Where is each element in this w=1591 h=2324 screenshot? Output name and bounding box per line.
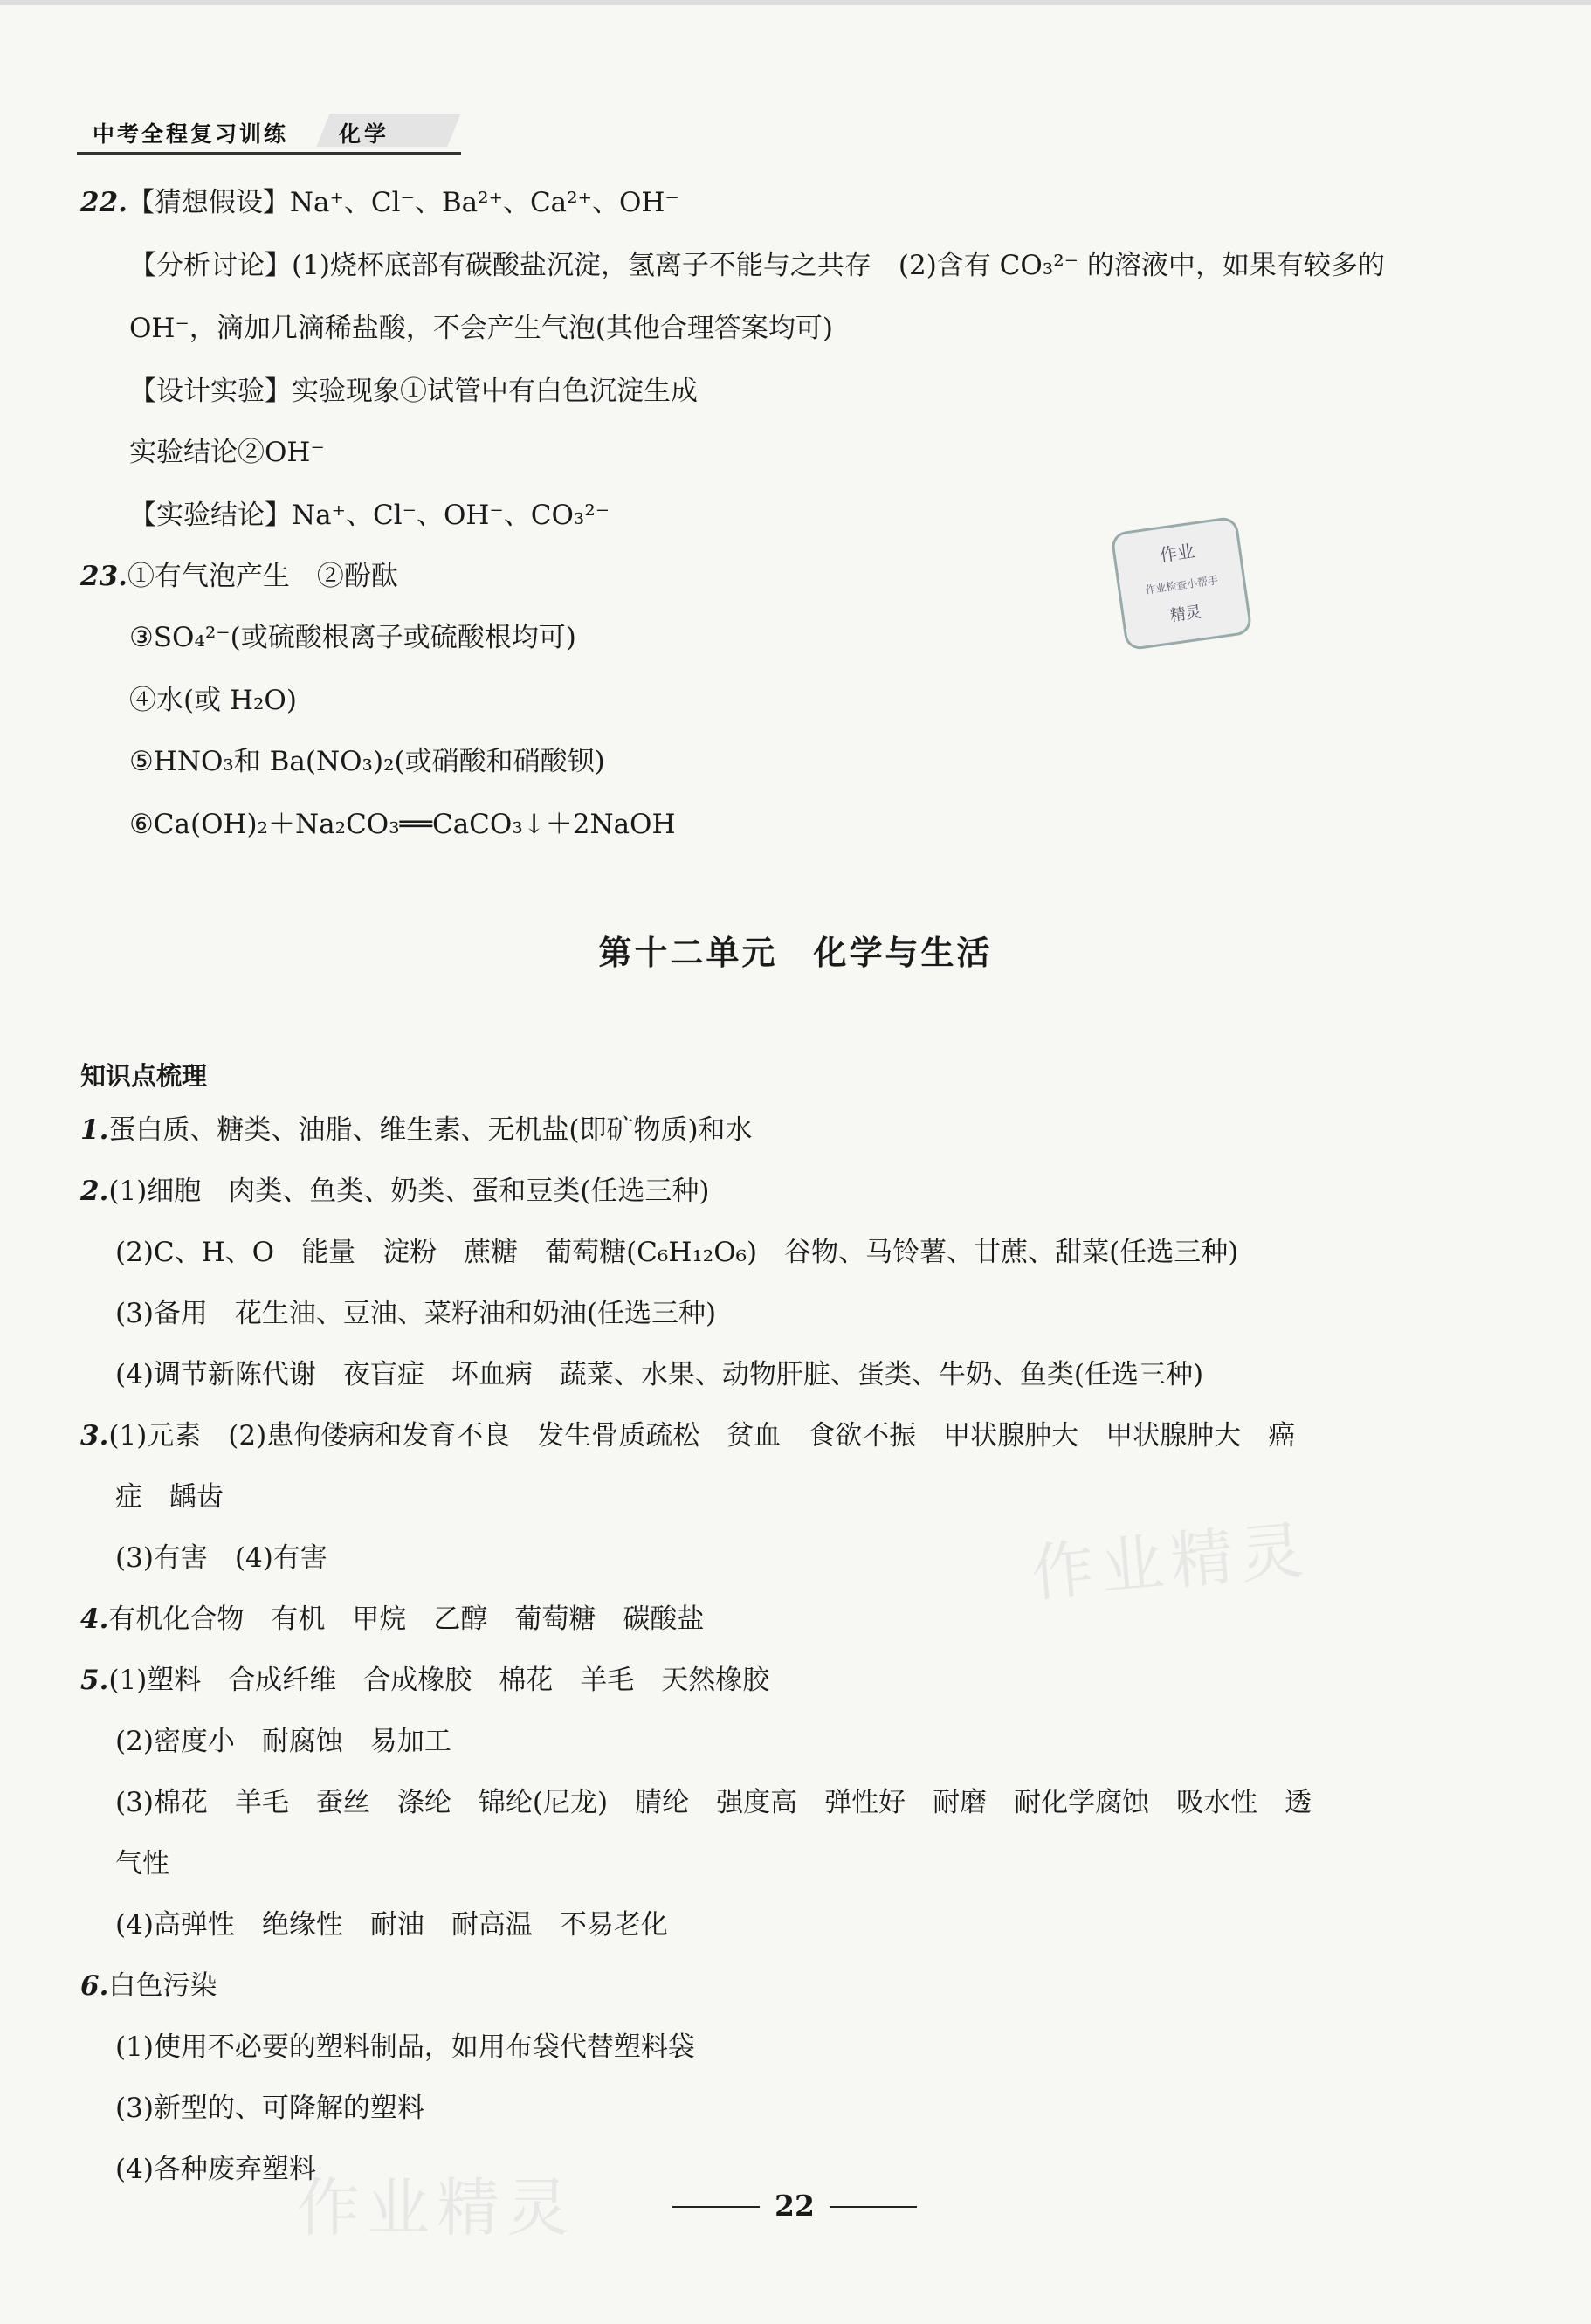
q22-line-1: [80, 185, 679, 220]
q23-line-4: ⑤HNO₃和 Ba(NO₃)₂(或硝酸和硝酸钡): [129, 746, 605, 777]
item-5-number: 5.: [80, 1665, 109, 1696]
item-2-number: 2.: [80, 1176, 109, 1207]
stamp-top-text: 作业: [1158, 540, 1196, 567]
item-6-line-2: (1)使用不必要的塑料制品，如用布袋代替塑料袋: [115, 2031, 695, 2063]
item-5-line-5: (4)高弹性 绝缘性 耐油 耐高温 不易老化: [115, 1909, 668, 1941]
q23-line-3: ④水(或 H₂O): [129, 685, 297, 716]
q22-line-2: 【分析讨论】(1)烧杯底部有碳酸盐沉淀，氢离子不能与之共存 (2)含有 CO₃²⁻ 的溶液中，如果有较多的: [129, 250, 1385, 281]
q22-line-5: 实验结论②OH⁻: [129, 437, 325, 468]
footer-ornament-right: [830, 2206, 917, 2208]
q22-line-4: 【设计实验】实验现象①试管中有白色沉淀生成: [129, 376, 698, 407]
item-6-line-1: [80, 1969, 217, 2003]
watermark-2: 作业精灵: [297, 2171, 577, 2245]
item-1: [80, 1113, 753, 1148]
item-3-line-2: 症 龋齿: [115, 1481, 224, 1513]
subject-label: 化学: [339, 121, 390, 147]
item-5-line-3: (3)棉花 羊毛 蚕丝 涤纶 锦纶(尼龙) 腈纶 强度高 弹性好 耐磨 耐化学腐蚀 吸水性 透: [115, 1787, 1312, 1818]
page-footer: [664, 2183, 926, 2236]
running-header: [77, 108, 461, 154]
q22-line-6: 【实验结论】Na⁺、Cl⁻、OH⁻、CO₃²⁻: [129, 500, 610, 531]
book-title: 中考全程复习训练: [93, 121, 289, 147]
item-3-text-1: (1)元素 (2)患佝偻病和发育不良 发生骨质疏松 贫血 食欲不振 甲状腺肿大 甲状腺肿大 癌: [108, 1420, 1296, 1452]
item-5-text-1: (1)塑料 合成纤维 合成橡胶 棉花 羊毛 天然橡胶: [108, 1665, 770, 1696]
item-2-text-1: (1)细胞 肉类、鱼类、奶类、蛋和豆类(任选三种): [108, 1176, 710, 1207]
q22-text-1: 【猜想假设】Na⁺、Cl⁻、Ba²⁺、Ca²⁺、OH⁻: [127, 187, 679, 218]
item-6-line-3: (3)新型的、可降解的塑料: [115, 2093, 424, 2124]
q23-line-5: ⑥Ca(OH)₂＋Na₂CO₃══CaCO₃↓＋2NaOH: [129, 809, 676, 840]
item-2-line-4: (4)调节新陈代谢 夜盲症 坏血病 蔬菜、水果、动物肝脏、蛋类、牛奶、鱼类(任选三种): [115, 1359, 1204, 1390]
item-6-line-4: (4)各种废弃塑料: [115, 2154, 316, 2185]
q22-line-3: OH⁻，滴加几滴稀盐酸，不会产生气泡(其他合理答案均可): [129, 313, 833, 344]
item-2-line-1: [80, 1174, 709, 1209]
stamp-middle-text: 作业检查小帮手: [1144, 574, 1219, 597]
item-3-line-3: (3)有害 (4)有害: [115, 1542, 327, 1574]
section-subheading: 知识点梳理: [80, 1061, 208, 1091]
q23-line-1: [80, 559, 398, 594]
item-5-line-2: (2)密度小 耐腐蚀 易加工: [115, 1726, 451, 1757]
item-1-number: 1.: [80, 1114, 109, 1146]
section-title: 第十二单元 化学与生活: [598, 934, 993, 972]
homework-stamp: [1110, 516, 1253, 652]
item-6-number: 6.: [80, 1970, 109, 2002]
q23-number: 23.: [80, 561, 127, 592]
q22-number: 22.: [80, 187, 127, 218]
item-3-number: 3.: [80, 1420, 109, 1452]
item-5-line-4: 气性: [115, 1848, 169, 1879]
item-4-text: 有机化合物 有机 甲烷 乙醇 葡萄糖 碳酸盐: [108, 1603, 705, 1635]
item-3-line-1: [80, 1418, 1295, 1453]
top-rule: [0, 0, 1591, 5]
header-rule: [77, 152, 461, 155]
stamp-bottom-text: 精灵: [1168, 603, 1203, 626]
item-2-line-3: (3)备用 花生油、豆油、菜籽油和奶油(任选三种): [115, 1298, 717, 1329]
item-1-text: 蛋白质、糖类、油脂、维生素、无机盐(即矿物质)和水: [108, 1114, 753, 1146]
page-number: 22: [775, 2189, 815, 2223]
q23-line-2: ③SO₄²⁻(或硫酸根离子或硫酸根均可): [129, 622, 576, 653]
watermark-1: 作业精灵: [1028, 1513, 1313, 1610]
item-6-text-1: 白色污染: [108, 1970, 217, 2002]
q23-text-1: ①有气泡产生 ②酚酞: [127, 561, 398, 592]
item-5-line-1: [80, 1663, 769, 1698]
item-2-line-2: (2)C、H、O 能量 淀粉 蔗糖 葡萄糖(C₆H₁₂O₆) 谷物、马铃薯、甘蔗、甜菜(任选三种): [115, 1237, 1239, 1268]
item-4-number: 4.: [80, 1603, 109, 1635]
item-4: [80, 1602, 704, 1637]
